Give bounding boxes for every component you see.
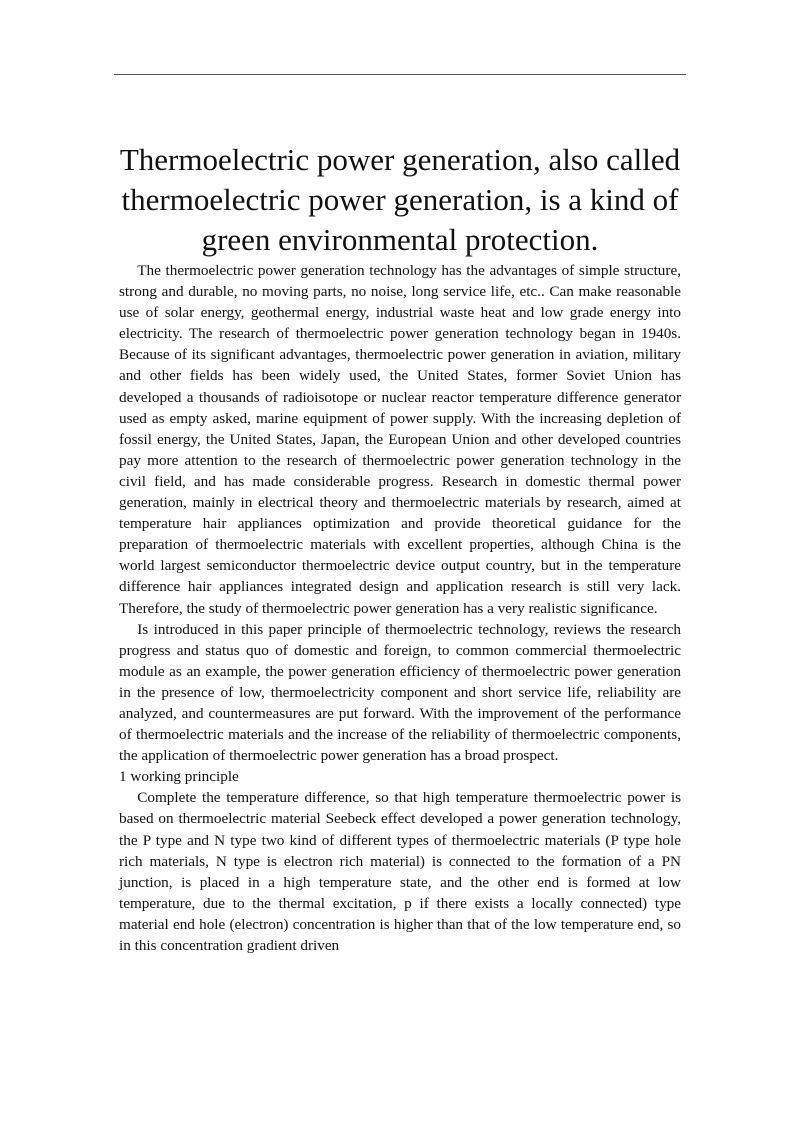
document-body — [119, 140, 681, 956]
paragraph-paper-introduction: Is introduced in this paper principle of thermoelectric technology, reviews the research progress and status quo of domestic and foreign, to common commercial thermoelectric module as an example, the power generation efficiency of thermoelectric power generation in the presence of low, thermoelectricity component and short service life, reliability are analyzed, and countermeasures are put forward. With the improvement of the performance of thermoelectric materials and the increase of the reliability of thermoelectric components, the application of thermoelectric power generation has a broad prospect. — [119, 620, 681, 765]
header-rule — [114, 74, 686, 75]
document-title: Thermoelectric power generation, also called thermoelectric power generation, is a kind of green environmental protection. — [119, 142, 681, 257]
paragraph-working-principle: Complete the temperature difference, so that high temperature thermoelectric power is based on thermoelectric material Seebeck effect developed a power generation technology, the P type and N type two kind of different types of thermoelectric materials (P type hole rich materials, N type is electron rich material) is connected to the formation of a PN junction, is placed in a high temperature state, and the other end is formed at low temperature, due to the thermal excitation, p if there exists a locally connected) type material end hole (electron) concentration is higher than that of the low temperature end, so in this concentration gradient driven — [119, 789, 681, 954]
section-heading-working-principle: 1 working principle — [119, 768, 239, 786]
paragraph-advantages: The thermoelectric power generation technology has the advantages of simple structure, strong and durable, no moving parts, no noise, long service life, etc.. Can make reasonable use of solar energy, geothermal energy, industrial waste heat and low grade energy into electricity. The research of thermoelectric power generation technology began in 1940s. Because of its significant advantages, thermoelectric power generation in aviation, military and other fields has been widely used, the United States, former Soviet Union has developed a thousands of radioisotope or nuclear reactor temperature difference generator used as empty asked, marine equipment of power supply. With the increasing depletion of fossil energy, the United States, Japan, the European Union and other developed countries pay more attention to the research of thermoelectric power generation technology in the civil field, and has made considerable progress. Research in domestic thermal power generation, mainly in electrical theory and thermoelectric materials by research, aimed at temperature hair appliances optimization and provide theoretical guidance for the preparation of thermoelectric materials with excellent properties, although China is the world largest semiconductor thermoelectric device output country, but in the temperature difference hair appliances integrated design and application research is still very lack. Therefore, the study of thermoelectric power generation has a very realistic significance. — [119, 262, 681, 617]
